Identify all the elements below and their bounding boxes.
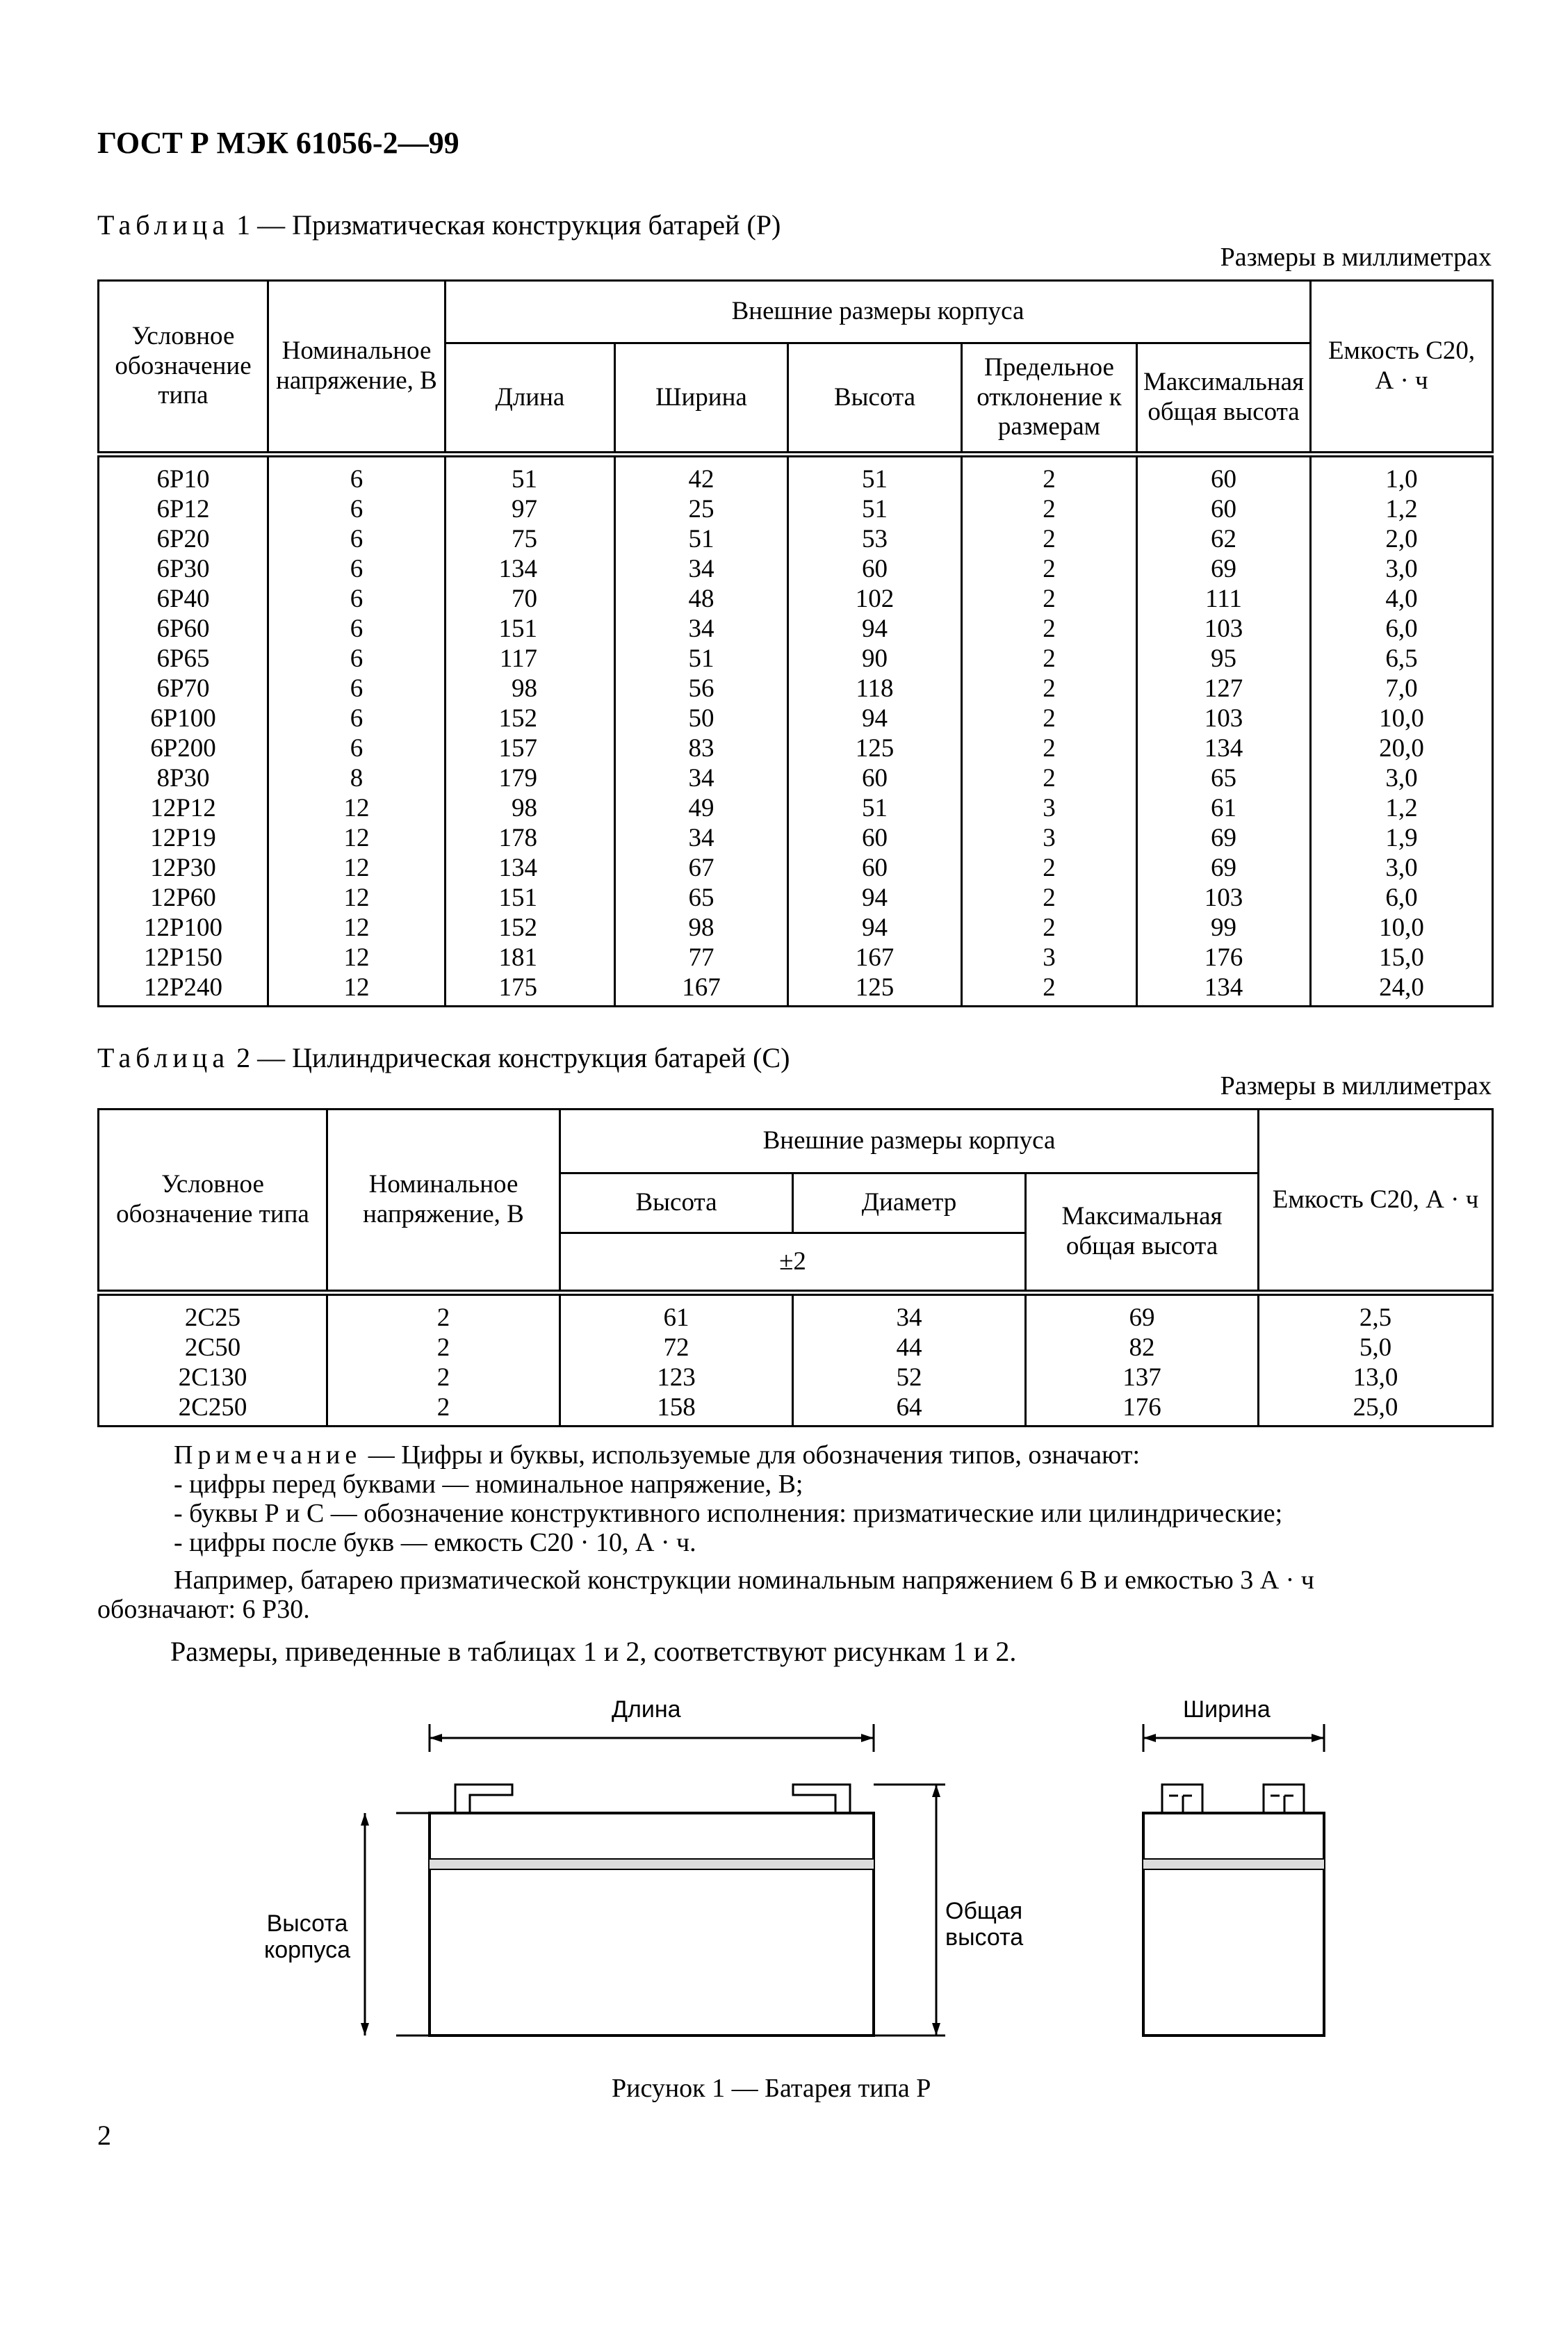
table-cell: 72 [560,1333,793,1363]
table1-units: Размеры в миллиметрах [1220,243,1492,272]
table-cell: 65 [615,883,788,913]
table-cell: 97 [446,494,615,524]
table-cell: 8Р30 [99,763,268,793]
table-cell: 2,5 [1259,1293,1493,1333]
table-cell: 2 [962,644,1137,674]
table-cell: 69 [1137,853,1311,883]
table-cell: 3 [962,793,1137,823]
table-cell: 2 [962,883,1137,913]
table-row [99,793,1493,823]
table-cell: 12Р30 [99,853,268,883]
table-cell: 152 [446,913,615,943]
table-cell: 178 [446,823,615,853]
table-cell: 6Р60 [99,614,268,644]
table-cell: 2С130 [99,1363,327,1392]
table-row [99,524,1493,554]
table-cell: 2 [962,554,1137,584]
table-row [99,494,1493,524]
table-cell: 95 [1137,644,1311,674]
table-cell: 49 [615,793,788,823]
table-cell: 151 [446,614,615,644]
table-row [99,763,1493,793]
label-width: Ширина [1183,1696,1271,1723]
table-cell: 103 [1137,704,1311,733]
table-cell: 127 [1137,674,1311,704]
table-cell: 34 [615,614,788,644]
table-cell: 6 [268,494,446,524]
note-intro: — Цифры и буквы, используемые для обозначения типов, означают: [361,1440,1141,1470]
table-cell: 181 [446,943,615,973]
table-cell: 2 [962,973,1137,1007]
table-cell: 56 [615,674,788,704]
t1-header-tolerance: Предельное отклонение к размерам [962,343,1137,455]
table-cell: 1,9 [1311,823,1493,853]
table-cell: 13,0 [1259,1363,1493,1392]
table-row [99,554,1493,584]
table-cell: 12 [268,913,446,943]
table-cell: 3,0 [1311,554,1493,584]
table-cell: 157 [446,733,615,763]
table-cell: 98 [446,674,615,704]
label-case-height-1: Высота [266,1910,348,1937]
table-cell: 2С50 [99,1333,327,1363]
table-cell: 137 [1026,1363,1259,1392]
table-cell: 158 [560,1392,793,1427]
t1-header-width: Ширина [615,343,788,455]
table-cell: 6,0 [1311,614,1493,644]
table-cell: 1,0 [1311,455,1493,495]
figure-caption: Рисунок 1 — Батарея типа Р [612,2074,931,2103]
table-cell: 6 [268,584,446,614]
t2-header-capacity: Емкость C20, А · ч [1259,1110,1493,1293]
table-cell: 12Р60 [99,883,268,913]
table-cell: 25,0 [1259,1392,1493,1427]
table-cell: 51 [788,494,962,524]
table-cell: 12 [268,793,446,823]
table-cell: 10,0 [1311,704,1493,733]
table-row [99,584,1493,614]
table-cell: 25 [615,494,788,524]
table-cell: 2 [962,455,1137,495]
table-cell: 64 [793,1392,1026,1427]
table-cell: 3 [962,943,1137,973]
table-cell: 77 [615,943,788,973]
table-cell: 12 [268,973,446,1007]
table2 [97,1108,1494,1427]
table-cell: 134 [1137,973,1311,1007]
table-cell: 34 [615,823,788,853]
table-row [99,943,1493,973]
table-cell: 2 [962,494,1137,524]
table-cell: 69 [1026,1293,1259,1333]
table-cell: 167 [788,943,962,973]
table-cell: 125 [788,733,962,763]
table-cell: 2,0 [1311,524,1493,554]
table-cell: 176 [1026,1392,1259,1427]
table-cell: 61 [1137,793,1311,823]
table-cell: 2 [962,524,1137,554]
table-cell: 1,2 [1311,793,1493,823]
table-cell: 3,0 [1311,763,1493,793]
table-cell: 44 [793,1333,1026,1363]
table-cell: 118 [788,674,962,704]
table-cell: 125 [788,973,962,1007]
table-cell: 94 [788,883,962,913]
table-cell: 51 [615,524,788,554]
table-cell: 10,0 [1311,913,1493,943]
table-cell: 6Р65 [99,644,268,674]
table-cell: 6Р10 [99,455,268,495]
table-cell: 6Р100 [99,704,268,733]
table1-caption-prefix: Таблица [97,209,230,241]
body-paragraph: Размеры, приведенные в таблицах 1 и 2, соответствуют рисункам 1 и 2. [170,1636,1017,1667]
note-item-1: - цифры перед буквами — номинальное напряжение, В; [174,1470,803,1499]
table-cell: 67 [615,853,788,883]
table-cell: 4,0 [1311,584,1493,614]
note-item-3: - цифры после букв — емкость C20 · 10, А · ч. [174,1528,696,1557]
table-cell: 2 [327,1392,560,1427]
table-cell: 60 [788,554,962,584]
table-cell: 51 [615,644,788,674]
table-cell: 6Р20 [99,524,268,554]
table-row [99,455,1493,495]
table-cell: 98 [615,913,788,943]
table-cell: 2 [962,704,1137,733]
table-cell: 2 [962,614,1137,644]
table-cell: 176 [1137,943,1311,973]
table-cell: 6,0 [1311,883,1493,913]
table-cell: 61 [560,1293,793,1333]
table-cell: 12Р12 [99,793,268,823]
table-row [99,823,1493,853]
table-cell: 152 [446,704,615,733]
table-row [99,883,1493,913]
table-cell: 2 [327,1333,560,1363]
table-cell: 60 [788,853,962,883]
table-cell: 48 [615,584,788,614]
table-cell: 134 [446,853,615,883]
table-cell: 123 [560,1363,793,1392]
table-cell: 151 [446,883,615,913]
t1-header-outer: Внешние размеры корпуса [446,281,1311,343]
table-cell: 2 [962,853,1137,883]
table-cell: 117 [446,644,615,674]
t1-header-height: Высота [788,343,962,455]
table-cell: 60 [788,763,962,793]
t1-header-length: Длина [446,343,615,455]
table-cell: 2 [327,1293,560,1333]
table-cell: 82 [1026,1333,1259,1363]
table-cell: 103 [1137,883,1311,913]
table-cell: 179 [446,763,615,793]
table-cell: 34 [615,763,788,793]
table-cell: 51 [788,455,962,495]
table-cell: 99 [1137,913,1311,943]
label-total-height-2: высота [945,1924,1024,1951]
table-cell: 12Р150 [99,943,268,973]
table-cell: 6,5 [1311,644,1493,674]
t2-header-voltage: Номинальное напряжение, В [327,1110,560,1293]
table-cell: 69 [1137,823,1311,853]
table-cell: 75 [446,524,615,554]
table-cell: 1,2 [1311,494,1493,524]
table-cell: 20,0 [1311,733,1493,763]
note-line-1 [174,1440,1140,1470]
table-row [99,1333,1493,1363]
document-header: ГОСТ Р МЭК 61056-2—99 [97,126,459,160]
table-cell: 12 [268,823,446,853]
table-cell: 2 [962,584,1137,614]
table-cell: 98 [446,793,615,823]
table-cell: 6 [268,674,446,704]
note-label: Примечание [174,1440,362,1470]
table-cell: 12Р19 [99,823,268,853]
table-cell: 6 [268,554,446,584]
table-cell: 6Р30 [99,554,268,584]
t2-header-type: Условное обозначение типа [99,1110,327,1293]
table1-caption [97,209,781,241]
table-cell: 53 [788,524,962,554]
table-cell: 6Р70 [99,674,268,704]
table-row [99,644,1493,674]
t1-header-capacity: Емкость C20, А · ч [1311,281,1493,455]
table-cell: 111 [1137,584,1311,614]
table-cell: 94 [788,614,962,644]
table2-caption-text: 2 — Цилиндрическая конструкция батарей (С) [229,1042,790,1073]
table-cell: 51 [446,455,615,495]
table-cell: 175 [446,973,615,1007]
page-number: 2 [97,2120,111,2151]
label-case-height-2: корпуса [263,1937,350,1963]
table-cell: 6 [268,644,446,674]
table-cell: 6Р200 [99,733,268,763]
note-example-line-2: обозначают: 6 Р30. [97,1595,310,1624]
table-cell: 134 [1137,733,1311,763]
t2-header-outer: Внешние размеры корпуса [560,1110,1259,1173]
table-cell: 12 [268,883,446,913]
table-row [99,733,1493,763]
table-cell: 51 [788,793,962,823]
table-cell: 2С25 [99,1293,327,1333]
note-item-2: - буквы Р и С — обозначение конструктивного исполнения: призматические или цилиндрические; [174,1499,1283,1528]
table2-units: Размеры в миллиметрах [1220,1071,1492,1100]
t1-header-voltage: Номинальное напряжение, В [268,281,446,455]
table-cell: 60 [1137,455,1311,495]
table-row [99,704,1493,733]
table-cell: 90 [788,644,962,674]
t1-header-type: Условное обозначение типа [99,281,268,455]
note-example-line-1: Например, батарею призматической конструкции номинальным напряжением 6 В и емкостью 3 А · ч [174,1566,1314,1595]
table-row [99,1392,1493,1427]
table1 [97,279,1494,1007]
table-cell: 94 [788,913,962,943]
table-cell: 167 [615,973,788,1007]
table-cell: 15,0 [1311,943,1493,973]
table-cell: 69 [1137,554,1311,584]
table-cell: 65 [1137,763,1311,793]
table-row [99,614,1493,644]
table-cell: 2 [962,674,1137,704]
table-cell: 24,0 [1311,973,1493,1007]
table-cell: 6 [268,614,446,644]
table-cell: 12 [268,853,446,883]
table2-caption [97,1041,790,1074]
table-row [99,674,1493,704]
table-cell: 60 [1137,494,1311,524]
table-cell: 60 [788,823,962,853]
table-cell: 2 [962,763,1137,793]
figure-battery-p-drawing [209,1682,1390,2127]
table-row [99,973,1493,1007]
table2-caption-prefix: Таблица [97,1042,230,1073]
table-cell: 50 [615,704,788,733]
table-cell: 12 [268,943,446,973]
table-cell: 83 [615,733,788,763]
table-cell: 2С250 [99,1392,327,1427]
table-row [99,1293,1493,1333]
table-row [99,853,1493,883]
table-cell: 8 [268,763,446,793]
table-cell: 2 [962,733,1137,763]
table-cell: 2 [962,913,1137,943]
table-cell: 42 [615,455,788,495]
table-cell: 6 [268,524,446,554]
table-cell: 6 [268,704,446,733]
table-cell: 103 [1137,614,1311,644]
table-cell: 6 [268,733,446,763]
table-cell: 134 [446,554,615,584]
table-cell: 3 [962,823,1137,853]
table1-body [99,455,1493,1007]
label-total-height-1: Общая [945,1898,1023,1924]
table2-body [99,1293,1493,1427]
t1-header-max-height: Максимальная общая высота [1137,343,1311,455]
table-cell: 52 [793,1363,1026,1392]
table-cell: 3,0 [1311,853,1493,883]
table-cell: 12Р240 [99,973,268,1007]
table-cell: 7,0 [1311,674,1493,704]
table-cell: 6 [268,455,446,495]
table-cell: 6Р40 [99,584,268,614]
label-length: Длина [612,1696,681,1723]
table-cell: 34 [615,554,788,584]
table-cell: 102 [788,584,962,614]
table-cell: 2 [327,1363,560,1392]
table-row [99,913,1493,943]
t2-header-diameter: Диаметр [793,1173,1026,1233]
table-cell: 12Р100 [99,913,268,943]
table-cell: 6Р12 [99,494,268,524]
table-cell: 94 [788,704,962,733]
table-row [99,1363,1493,1392]
table-cell: 34 [793,1293,1026,1333]
table1-caption-text: 1 — Призматическая конструкция батарей (Р) [229,209,781,241]
t2-header-height: Высота [560,1173,793,1233]
table-cell: 62 [1137,524,1311,554]
t2-header-max-height: Максимальная общая высота [1026,1173,1259,1293]
table-cell: 70 [446,584,615,614]
table-cell: 5,0 [1259,1333,1493,1363]
t2-header-tolerance: ±2 [560,1233,1026,1293]
